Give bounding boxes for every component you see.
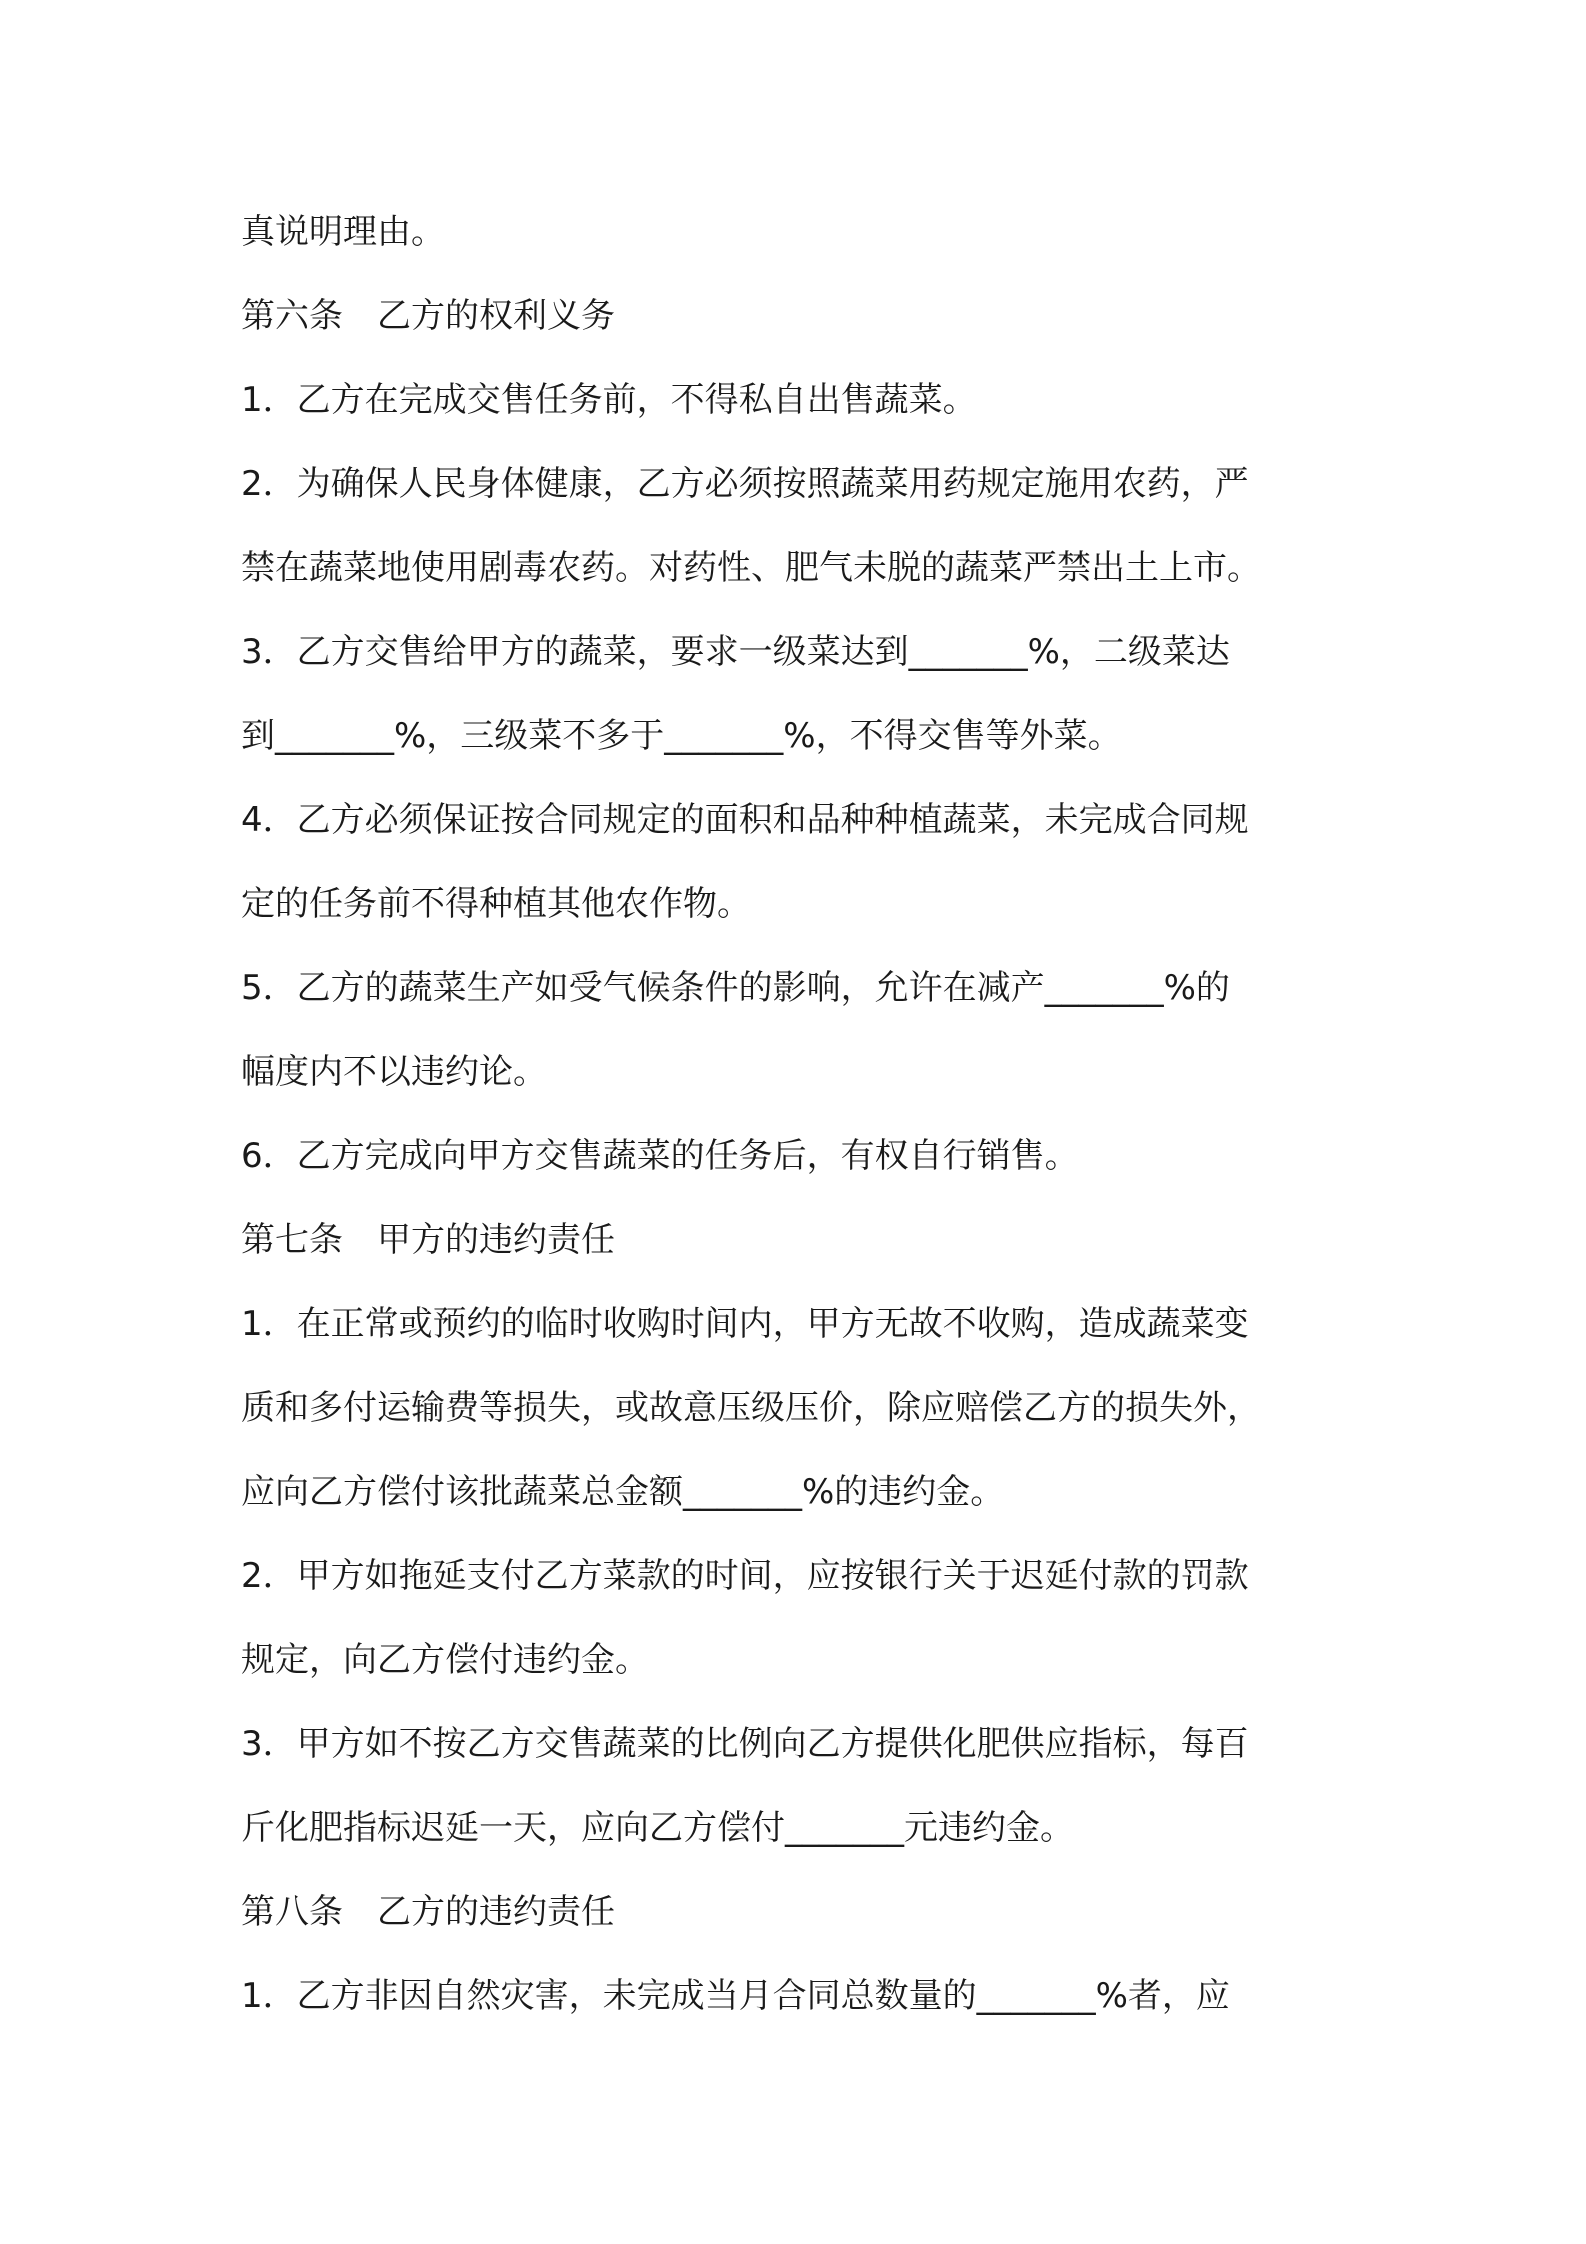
text-line: 1．在正常或预约的临时收购时间内，甲方无故不收购，造成蔬菜变 [241,1304,1249,1344]
text-line: 禁在蔬菜地使用剧毒农药。对药性、肥气未脱的蔬菜严禁出土上市。 [241,548,1261,588]
text-line: 5．乙方的蔬菜生产如受气候条件的影响，允许在减产_______%的 [241,968,1230,1008]
section-heading: 第八条 乙方的违约责任 [241,1892,615,1932]
text-line: 质和多付运输费等损失，或故意压级压价，除应赔偿乙方的损失外， [241,1388,1261,1428]
text-line: 1．乙方在完成交售任务前，不得私自出售蔬菜。 [241,380,977,420]
text-line: 定的任务前不得种植其他农作物。 [241,884,751,924]
document-body [241,190,1361,2038]
text-line: 6．乙方完成向甲方交售蔬菜的任务后，有权自行销售。 [241,1136,1079,1176]
text-line: 2．为确保人民身体健康，乙方必须按照蔬菜用药规定施用农药，严 [241,464,1249,504]
section-heading: 第六条 乙方的权利义务 [241,296,615,336]
text-line: 应向乙方偿付该批蔬菜总金额_______%的违约金。 [241,1472,1005,1512]
text-line: 幅度内不以违约论。 [241,1052,547,1092]
text-line: 4．乙方必须保证按合同规定的面积和品种种植蔬菜，未完成合同规 [241,800,1249,840]
text-line: 真说明理由。 [241,212,445,252]
text-line: 1．乙方非因自然灾害，未完成当月合同总数量的_______%者，应 [241,1976,1230,2016]
section-heading: 第七条 甲方的违约责任 [241,1220,615,1260]
text-line: 3．乙方交售给甲方的蔬菜，要求一级菜达到_______%，二级菜达 [241,632,1230,672]
text-line: 2．甲方如拖延支付乙方菜款的时间，应按银行关于迟延付款的罚款 [241,1556,1249,1596]
text-line: 到_______%，三级菜不多于_______%，不得交售等外菜。 [241,716,1122,756]
text-line: 斤化肥指标迟延一天，应向乙方偿付_______元违约金。 [241,1808,1074,1848]
text-line: 规定，向乙方偿付违约金。 [241,1640,649,1680]
text-line: 3．甲方如不按乙方交售蔬菜的比例向乙方提供化肥供应指标，每百 [241,1724,1249,1764]
